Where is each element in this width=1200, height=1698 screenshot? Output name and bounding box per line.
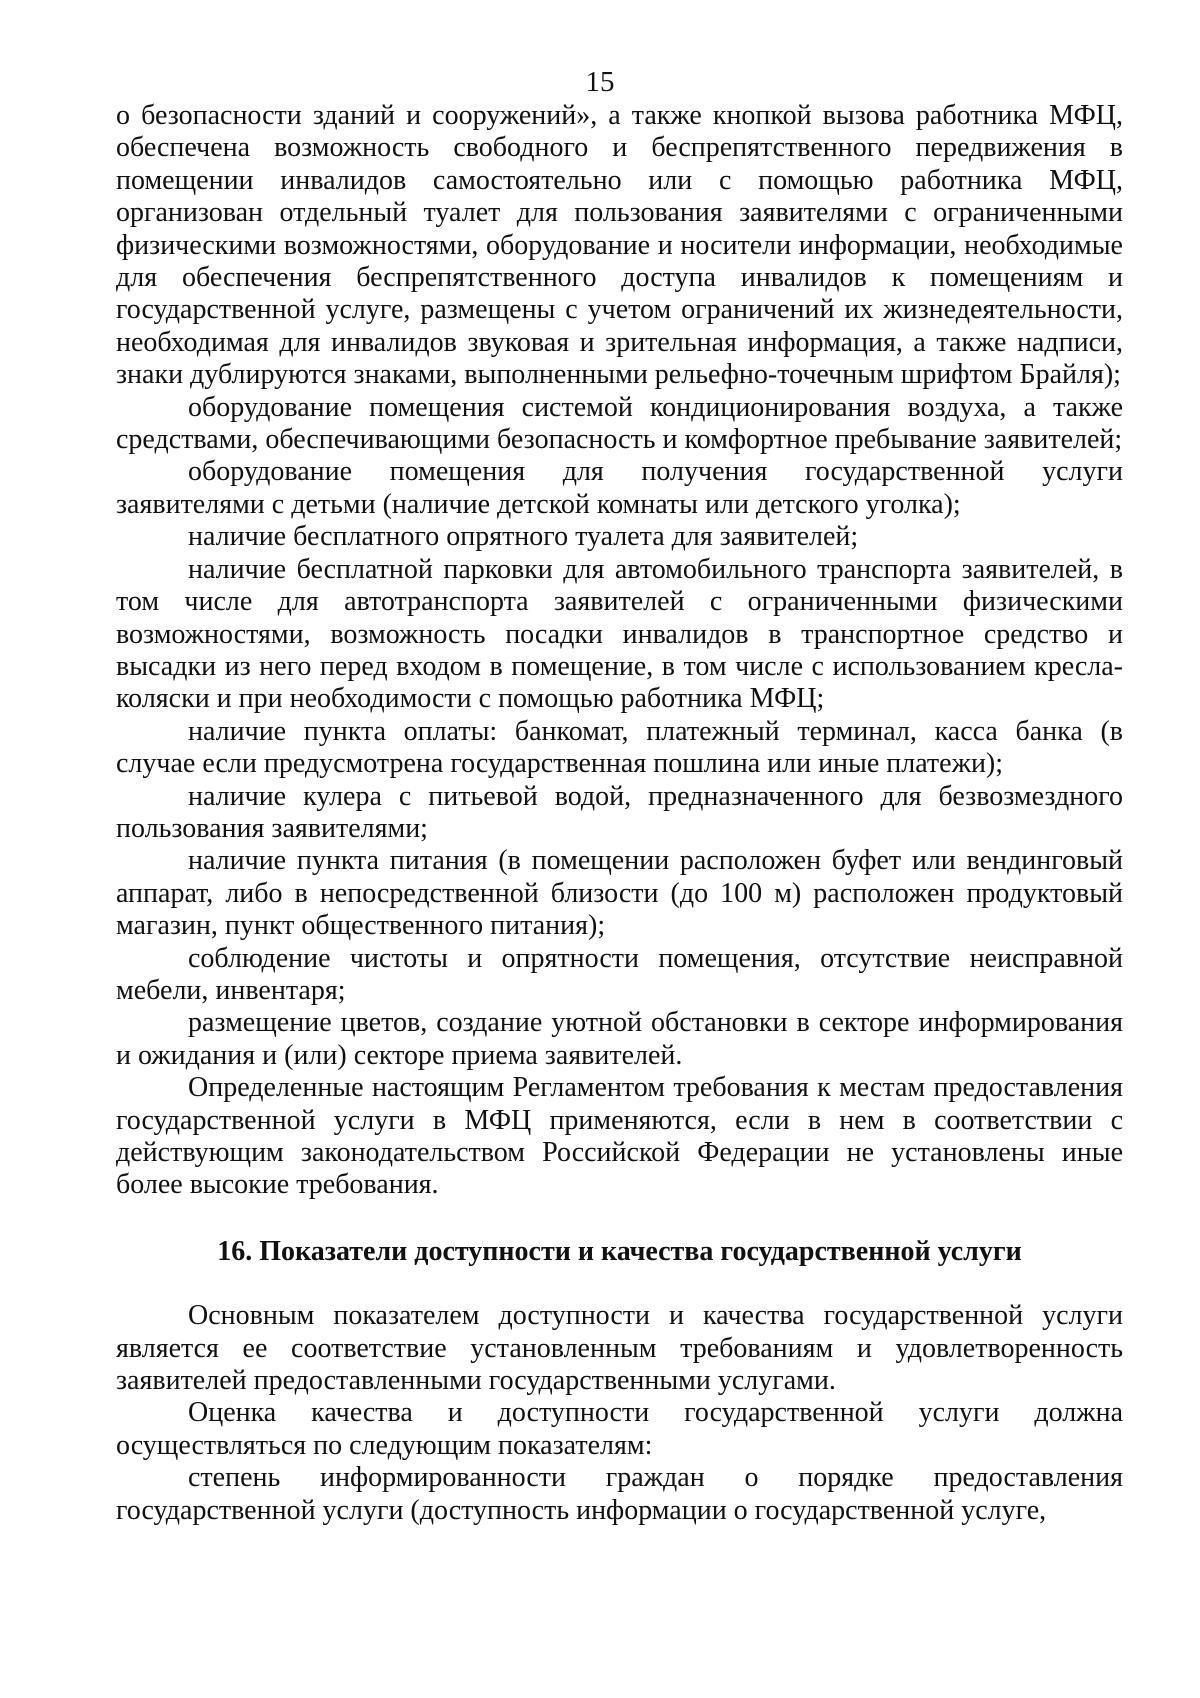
paragraph: наличие кулера с питьевой водой, предназначенного для безвозмездного пользования заявителями; [116, 780, 1123, 844]
paragraph: наличие бесплатного опрятного туалета для заявителей; [188, 521, 859, 553]
paragraph: оборудование помещения системой кондиционирования воздуха, а также средствами, обеспечивающими безопасность и комфортное пребывание заявителей; [116, 391, 1123, 456]
document-body [116, 100, 1123, 1527]
paragraph: о безопасности зданий и сооружений», а также кнопкой вызова работника МФЦ, обеспечена возможность свободного и беспрепятственного передвижения в помещении инвалидов самостоятельно или с помощью работника МФЦ, организован отдельный туалет для пользования заявителями с ограниченными физическими возможностями, оборудование и носители информации, необходимые для обеспечения беспрепятственного доступа инвалидов к помещениям и государственной услуге, размещены с учетом ограничений их жизнедеятельности, необходимая для инвалидов звуковая и зрительная информация, а также надписи, знаки дублируются знаками, выполненными рельефно-точечным шрифтом Брайля); [116, 100, 1123, 391]
paragraph: Оценка качества и доступности государственной услуги должна осуществляться по следующим показателям: [116, 1397, 1123, 1461]
paragraph: наличие бесплатной парковки для автомобильного транспорта заявителей, в том числе для автотранспорта заявителей с ограниченными физическими возможностями, возможность посадки инвалидов в транспортное средство и высадки из него перед входом в помещение, в том числе с использованием кресла-коляски и при необходимости с помощью работника МФЦ; [116, 553, 1123, 715]
paragraph: Основным показателем доступности и качества государственной услуги является ее соответствие установленным требованиям и удовлетворенность заявителей предоставленными государственными услугами. [116, 1300, 1123, 1397]
paragraph: наличие пункта оплаты: банкомат, платежный терминал, касса банка (в случае если предусмотрена государственная пошлина или иные платежи); [116, 715, 1123, 780]
paragraph: степень информированности граждан о порядке предоставления государственной услуги (доступность информации о государственной услуге, [116, 1462, 1123, 1526]
paragraph: наличие пункта питания (в помещении расположен буфет или вендинговый аппарат, либо в непосредственной близости (до 100 м) расположен продуктовый магазин, пункт общественного питания); [116, 845, 1123, 942]
paragraph: соблюдение чистоты и опрятности помещения, отсутствие неисправной мебели, инвентаря; [116, 942, 1123, 1006]
paragraph: размещение цветов, создание уютной обстановки в секторе информирования и ожидания и (или) секторе приема заявителей. [116, 1007, 1123, 1071]
paragraph: оборудование помещения для получения государственной услуги заявителями с детьми (наличие детской комнаты или детского уголка); [116, 456, 1123, 520]
section-heading: 16. Показатели доступности и качества государственной услуги [217, 1235, 1022, 1267]
page-number: 15 [585, 66, 615, 98]
paragraph: Определенные настоящим Регламентом требования к местам предоставления государственной услуги в МФЦ применяются, если в нем в соответствии с действующим законодательством Российской Федерации не установлены иные более высокие требования. [116, 1072, 1123, 1201]
